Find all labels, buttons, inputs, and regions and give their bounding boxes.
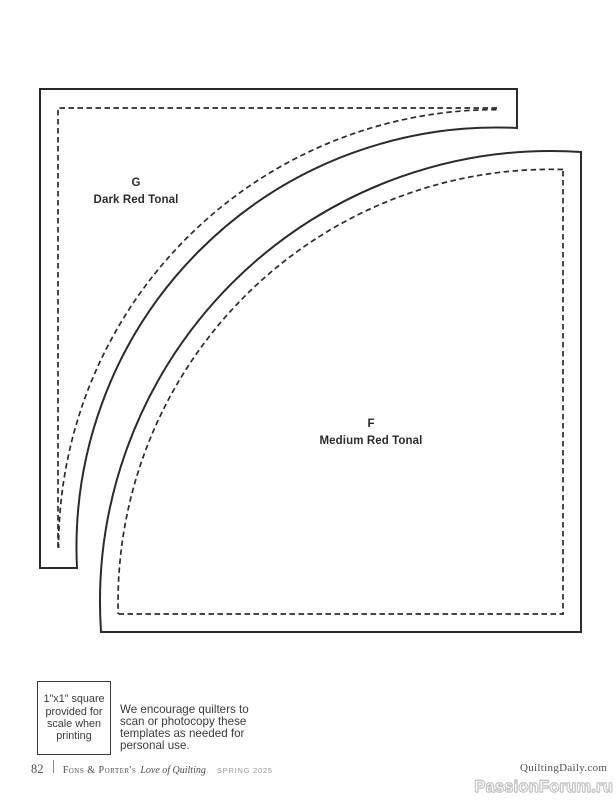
magazine-title: Love of Quilting (140, 765, 206, 776)
scale-reference-square (37, 681, 111, 755)
scale-box-line: scale when (46, 718, 102, 730)
website-text: QuiltingDaily.com (520, 762, 608, 774)
scale-box-line: printing (56, 730, 92, 743)
photocopy-permission-note (120, 704, 249, 752)
watermark-text: PassionForum.ru (474, 778, 613, 796)
page-number: 82 (31, 762, 44, 776)
magazine-name: Fons & Porter's (62, 765, 137, 776)
note-line: templates as needed for (120, 727, 245, 741)
issue-label: SPRING 2025 (216, 766, 273, 775)
template-g-label (56, 175, 216, 208)
template-f-seam-line-curve (118, 169, 563, 614)
template-f-label (291, 416, 451, 449)
note-line: personal use. (120, 739, 190, 753)
template-g-letter: G (131, 177, 141, 189)
footer-divider (53, 760, 54, 773)
note-line: We encourage quilters to (120, 703, 249, 716)
template-f-seam-line-straight (118, 171, 563, 614)
template-f-letter: F (367, 418, 375, 430)
template-f-fabric: Medium Red Tonal (319, 434, 423, 447)
scale-box-line: provided for (45, 705, 103, 718)
footer-left (31, 760, 273, 777)
template-g-fabric: Dark Red Tonal (93, 193, 179, 206)
scale-box-line: 1"x1" square (43, 693, 105, 706)
note-line: scan or photocopy these (120, 715, 247, 729)
